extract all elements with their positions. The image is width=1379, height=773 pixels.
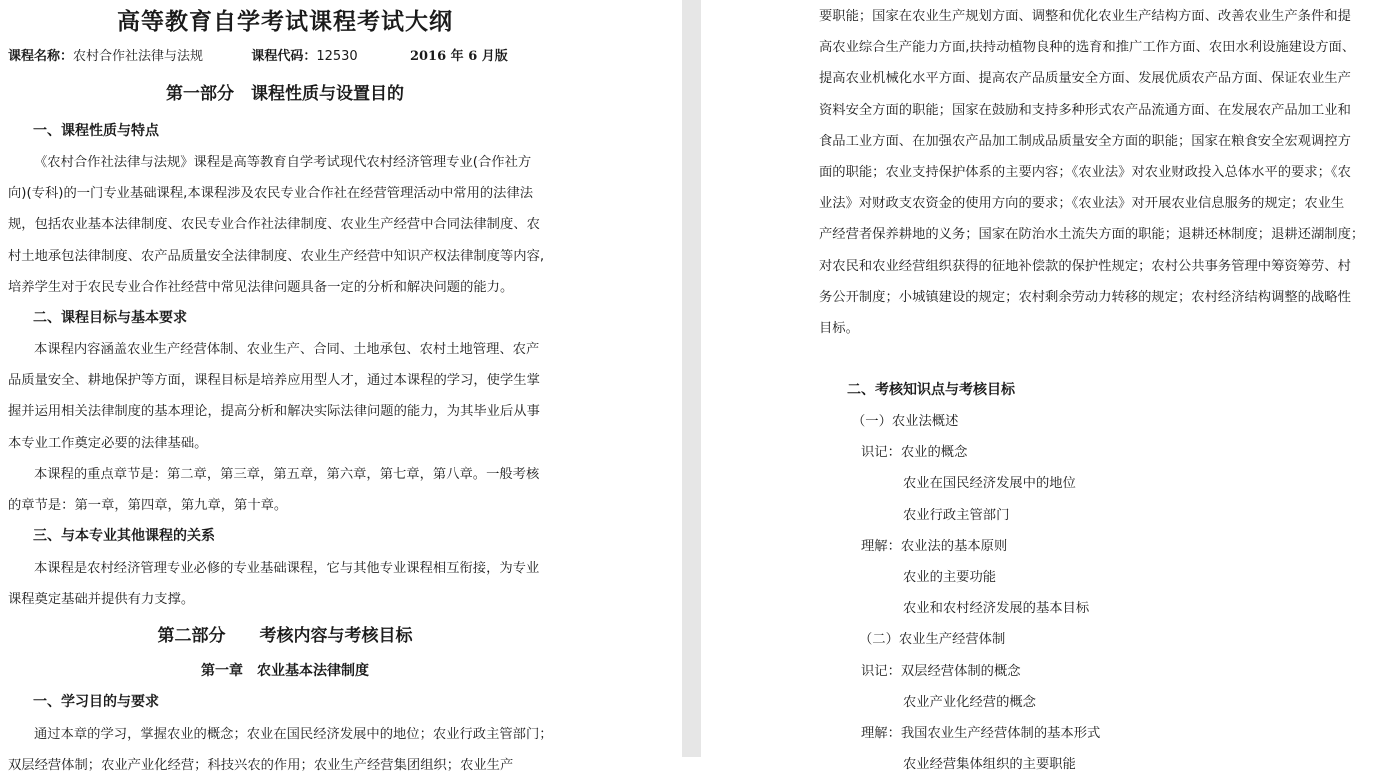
course-meta <box>8 45 508 64</box>
exam-point-item: （二）农业生产经营体制 <box>859 632 1006 648</box>
exam-point-item: 理解：我国农业生产经营体制的基本形式 <box>861 726 1101 741</box>
paragraph-line: 双层经营体制；农业产业化经营；科技兴农的作用；农业生产经营集团组织；农业生产 <box>8 758 514 773</box>
exam-point-item: 农业行政主管部门 <box>903 507 1010 523</box>
exam-point-item: 农业和农村经济发展的基本目标 <box>903 601 1090 617</box>
chapter1-title: 第一章 农业基本法律制度 <box>201 663 369 679</box>
exam-point-item: 理解：农业法的基本原则 <box>861 538 1008 554</box>
paragraph-line: 产经营者保养耕地的义务；国家在防治水土流失方面的职能；退耕还林制度；退耕还湖制度； <box>819 227 1365 243</box>
paragraph-line: 的章节是：第一章，第四章，第九章，第十章。 <box>8 498 288 513</box>
paragraph-line: 本专业工作奠定必要的法律基础。 <box>8 435 208 451</box>
paragraph-line: 规，包括农业基本法律制度、农民专业合作社法律制度、农业生产经营中合同法律制度、农 <box>8 217 540 233</box>
exam-point-item: （一）农业法概述 <box>852 414 959 429</box>
exam-point-item: 农业产业化经营的概念 <box>903 694 1036 710</box>
exam-point-item: 农业经营集体组织的主要职能 <box>903 757 1076 773</box>
paragraph-line: 培养学生对于农民专业合作社经营中常见法律问题具备一定的分析和解决问题的能力。 <box>8 279 514 295</box>
exam-point-item: 农业的主要功能 <box>903 570 997 585</box>
edition: 2016 年 6 月版 <box>409 49 508 64</box>
paragraph-line: 要职能；国家在农业生产规划方面、调整和优化农业生产结构方面、改善农业生产条件和提 <box>819 9 1351 24</box>
document-page-right <box>701 0 1379 773</box>
page-gutter <box>682 0 701 757</box>
course-code-label: 课程代码： <box>251 49 317 64</box>
paragraph-line: 《农村合作社法律与法规》课程是高等教育自学考试现代农村经济管理专业(合作社方 <box>34 155 532 170</box>
course-code: 12530 <box>316 49 358 64</box>
paragraph-line: 对农民和农业经营组织获得的征地补偿款的保护性规定；农村公共事务管理中筹资筹劳、村 <box>819 258 1351 274</box>
document-page-left <box>0 0 682 773</box>
paragraph-line: 本课程的重点章节是：第二章，第三章，第五章，第六章，第七章，第八章。一般考核 <box>34 466 540 482</box>
section1-title: 一、课程性质与特点 <box>33 123 159 139</box>
paragraph-line: 通过本章的学习，掌握农业的概念；农业在国民经济发展中的地位；农业行政主管部门； <box>34 727 553 742</box>
part1-title: 第一部分 课程性质与设置目的 <box>166 84 404 104</box>
paragraph-line: 业法》对财政支农资金的使用方向的要求；《农业法》对开展农业信息服务的规定；农业生 <box>819 196 1345 212</box>
section3-title: 三、与本专业其他课程的关系 <box>33 528 215 544</box>
paragraph-line: 食品工业方面、在加强农产品加工制成品质量安全方面的职能；国家在粮食安全宏观调控方 <box>819 133 1351 149</box>
paragraph-line: 资料安全方面的职能；国家在鼓励和支持多种形式农产品流通方面、在发展农产品加工业和 <box>819 102 1351 118</box>
course-name-label: 课程名称： <box>8 49 74 64</box>
paragraph-line: 本课程是农村经济管理专业必修的专业基础课程，它与其他专业课程相互衔接，为专业 <box>34 561 540 576</box>
paragraph-line: 课程奠定基础并提供有力支撑。 <box>8 592 195 608</box>
paragraph-line: 高农业综合生产能力方面,扶持动植物良种的选育和推广工作方面、农田水利设施建设方面、 <box>819 40 1356 56</box>
exam-point-item: 识记：双层经营体制的概念 <box>861 663 1021 679</box>
section4-title: 一、学习目的与要求 <box>33 694 159 710</box>
paragraph-line: 向)(专科)的一门专业基础课程,本课程涉及农民专业合作社在经营管理活动中常用的法律法 <box>8 186 534 202</box>
paragraph-line: 目标。 <box>819 321 859 336</box>
section2-title: 二、课程目标与基本要求 <box>33 310 187 326</box>
paragraph-line: 提高农业机械化水平方面、提高农产品质量安全方面、发展优质农产品方面、保证农业生产 <box>819 71 1351 87</box>
paragraph-line: 村土地承包法律制度、农产品质量安全法律制度、农业生产经营中知识产权法律制度等内容, <box>8 248 545 264</box>
document-title: 高等教育自学考试课程考试大纲 <box>117 8 453 35</box>
exam-points-title: 二、考核知识点与考核目标 <box>847 382 1015 398</box>
exam-point-item: 农业在国民经济发展中的地位 <box>903 476 1076 492</box>
paragraph-line: 品质量安全、耕地保护等方面，课程目标是培养应用型人才，通过本课程的学习，使学生掌 <box>8 373 540 389</box>
course-name: 农村合作社法律与法规 <box>73 49 204 64</box>
part2-title: 第二部分 考核内容与考核目标 <box>157 626 413 646</box>
paragraph-line: 握并运用相关法律制度的基本理论，提高分析和解决实际法律问题的能力，为其毕业后从事 <box>8 404 540 420</box>
paragraph-line: 本课程内容涵盖农业生产经营体制、农业生产、合同、土地承包、农村土地管理、农产 <box>34 342 540 357</box>
exam-point-item: 识记：农业的概念 <box>861 445 968 461</box>
paragraph-line: 务公开制度；小城镇建设的规定；农村剩余劳动力转移的规定；农村经济结构调整的战略性 <box>819 289 1351 305</box>
paragraph-line: 面的职能；农业支持保护体系的主要内容；《农业法》对农业财政投入总体水平的要求；《农 <box>819 165 1351 180</box>
